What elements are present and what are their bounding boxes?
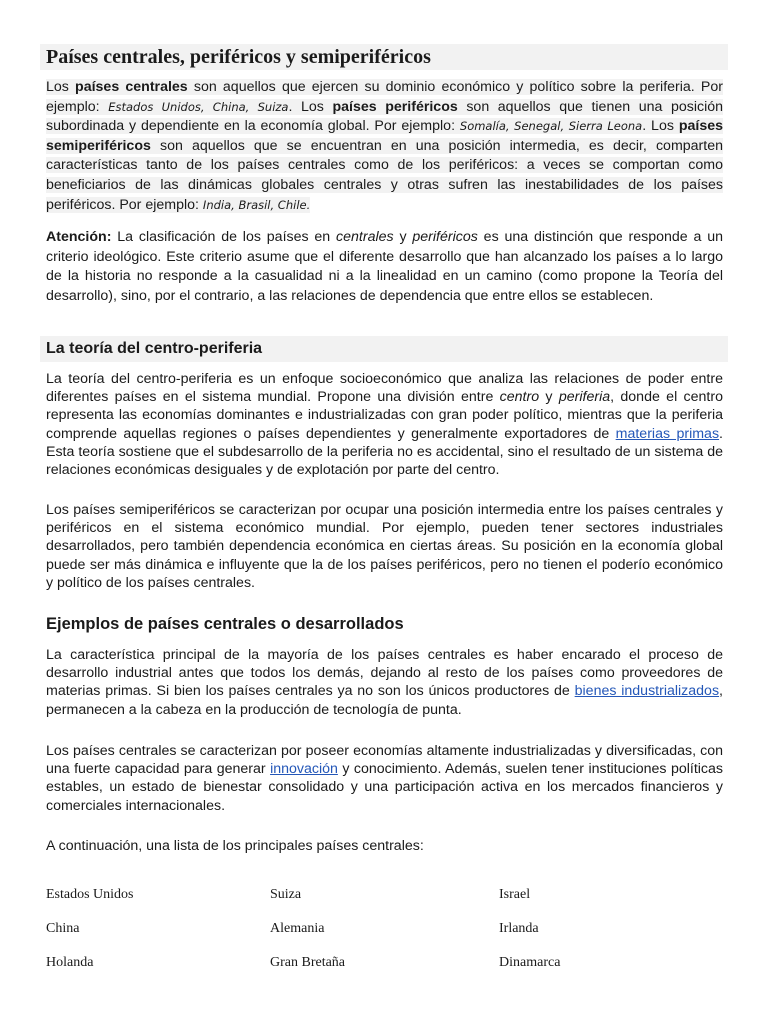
intro-text: . Los xyxy=(642,118,679,135)
attention-text: La clasificación de los países en xyxy=(111,229,337,245)
attention-text: es una distinción que responde a un criterio ideológico. Este criterio asume que el diferente desarrollo que han alcanzado los países a lo largo de la historia no responde a la casualidad ni a la linealidad en un camino (como propone la Teoría del desarrollo), sino, por el contrario, a las relaciones de dependencia que entre ellos se establecen. xyxy=(46,229,723,304)
intro-text: Los xyxy=(46,79,76,95)
paragraph-text: , donde el centro representa las economías dominantes e industrializadas con gran poder político, mientras que la periferia comprende aquellas regiones o países dependientes y generalmente exportadores de xyxy=(46,389,723,442)
list-intro: A continuación, una lista de los principales países centrales: xyxy=(46,838,424,854)
country-name: Israel xyxy=(499,887,531,902)
caracteristica-paragraph xyxy=(46,646,723,719)
semiperifericos-paragraph: Los países semiperiféricos se caracterizan por ocupar una posición intermedia entre los países centrales y periféricos en el sistema económico mundial. Por ejemplo, pueden tener sectores industriales desarrollados, pero también dependencia económica en ciertas áreas. Su posición en la economía global puede ser más dinámica e influyente que la de los países periféricos, pero no tienen el poderío económico y político de los países centrales. xyxy=(46,502,723,591)
section-heading-centro-periferia: La teoría del centro-periferia xyxy=(40,336,728,362)
link-innovacion[interactable]: innovación xyxy=(270,761,338,778)
paragraph-text: y conocimiento. Además, suelen tener instituciones políticas estables, un estado de bienestar consolidado y una participación activa en los mercados financieros y comerciales internacionales. xyxy=(46,761,723,814)
intro-text: . Los xyxy=(288,98,333,115)
country-name: China xyxy=(46,921,80,936)
list-item xyxy=(46,918,726,952)
term-perifericos: países periféricos xyxy=(332,98,458,115)
paragraph-text: . Esta teoría sostiene que el subdesarrollo de la periferia no es accidental, sino el resultado de un sistema de relaciones económicas desiguales y de explotación por parte del centro. xyxy=(46,425,723,479)
paragraph-italic: centro xyxy=(499,389,540,406)
country-name: Estados Unidos xyxy=(46,887,134,902)
example-perifericos: Somalía, Senegal, Sierra Leona xyxy=(459,119,643,134)
country-name: Dinamarca xyxy=(499,955,561,970)
country-name: Suiza xyxy=(270,887,302,902)
economias-paragraph xyxy=(46,742,723,815)
paragraph-text: y xyxy=(539,389,559,406)
intro-paragraph xyxy=(46,78,723,215)
term-centrales: países centrales xyxy=(75,79,188,95)
link-materias-primas[interactable]: materias primas xyxy=(615,425,720,442)
intro-text: son aquellos que tienen una posición subordinada y dependiente en la economía global. Por ejemplo: xyxy=(46,98,723,135)
attention-italic: centrales xyxy=(336,229,394,245)
attention-italic: periféricos xyxy=(412,229,478,245)
intro-text: son aquellos que ejercen su dominio económico y político sobre la periferia. Por ejemplo: xyxy=(46,79,723,115)
attention-label: Atención: xyxy=(46,229,112,245)
country-name: Irlanda xyxy=(499,921,539,936)
centro-periferia-paragraph xyxy=(46,370,723,479)
country-name: Alemania xyxy=(270,921,325,936)
paragraph-italic: periferia xyxy=(558,389,611,406)
section-heading-ejemplos: Ejemplos de países centrales o desarrollados xyxy=(46,615,404,633)
list-item xyxy=(46,952,726,986)
country-name: Gran Bretaña xyxy=(270,955,346,970)
attention-text: y xyxy=(393,229,413,245)
link-bienes-industrializados[interactable]: bienes industrializados xyxy=(574,683,720,700)
paragraph-text: Los países centrales se caracterizan por poseer economías altamente industrializadas y diversificadas, con una fuerte capacidad para generar xyxy=(46,743,723,778)
example-semiperifericos: India, Brasil, Chile. xyxy=(202,197,311,212)
attention-paragraph xyxy=(46,228,723,306)
paragraph-text: La teoría del centro-periferia es un enfoque socioeconómico que analiza las relaciones de poder entre diferentes países en el sistema mundial. Propone una división entre xyxy=(46,371,723,406)
list-item xyxy=(46,884,726,918)
paragraph-text: , permanecen a la cabeza en la producción de tecnología de punta. xyxy=(46,683,723,718)
example-centrales: Estados Unidos, China, Suiza xyxy=(108,99,289,114)
intro-text: son aquellos que se encuentran en una posición intermedia, es decir, comparten características tanto de los países centrales como de los periféricos: a veces se comportan como beneficiarios de las dinámicas globales centrales y otras sufren las inestabilidades de los países periféricos. Por ejemplo: xyxy=(46,137,723,213)
page-title: Países centrales, periféricos y semiperiféricos xyxy=(40,44,728,70)
paragraph-text: La característica principal de la mayoría de los países centrales es haber encarado el proceso de desarrollo industrial antes que todos los demás, dejando al resto de los países como proveedores de materias primas. Si bien los países centrales ya no son los únicos productores de xyxy=(46,647,723,700)
countries-list xyxy=(46,884,726,986)
country-name: Holanda xyxy=(46,955,94,970)
term-semiperifericos: países semiperiféricos xyxy=(46,118,723,154)
